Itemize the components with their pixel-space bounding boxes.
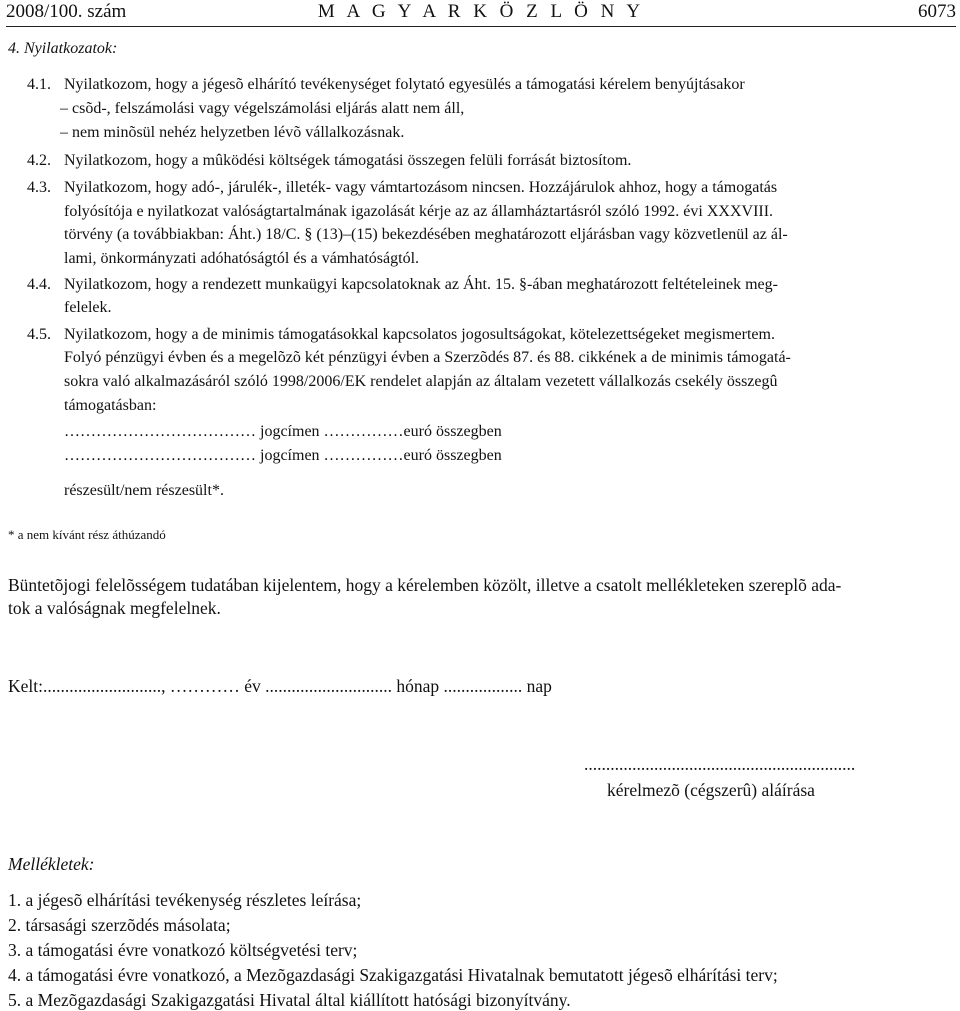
result-text: részesült/nem részesült*. (64, 482, 224, 499)
footnote: * a nem kívánt rész áthúzandó (8, 527, 166, 542)
list-item: 1. a jégesõ elhárítási tevékenység részletes leírása; (8, 890, 362, 910)
list-item: – csõd-, felszámolási vagy végelszámolási eljárás alatt nem áll, (60, 100, 465, 117)
item-number: 4.2. (27, 152, 51, 169)
item-text: Nyilatkozom, hogy a jégesõ elhárító tevékenységet folytató egyesülés a támogatási kérelem benyújtásakor (64, 76, 745, 93)
item-text: Folyó pénzügyi évben és a megelõzõ két pénzügyi évben a Szerzõdés 87. és 88. cikkének a de minimis támogatá- (64, 349, 791, 366)
item-text: sokra való alkalmazásáról szóló 1998/2006/EK rendelet alapján az általam vezetett vállalkozás csekély összegû (64, 373, 778, 390)
signature-line[interactable]: .............................................................. (584, 754, 856, 774)
list-item: – nem minõsül nehéz helyzetben lévõ vállalkozásnak. (60, 124, 405, 141)
attachments-title: Mellékletek: (8, 854, 95, 874)
page-number: 6073 (918, 1, 956, 22)
fill-in-line[interactable]: ……………………………… jogcímen ……………euró összegben (64, 423, 502, 440)
publication-title: M A G Y A R K Ö Z L Ö N Y (317, 1, 645, 22)
item-text: támogatásban: (64, 397, 157, 414)
item-text: folyósítója e nyilatkozat valóságtartalmának igazolását kérje az az államháztartásról szóló 1992. évi XXXVIII. (64, 203, 774, 220)
item-text: felelek. (64, 299, 112, 316)
item-number: 4.4. (27, 276, 51, 293)
item-number: 4.5. (27, 326, 51, 343)
page-header (6, 0, 956, 27)
signature-label: kérelmezõ (cégszerû) aláírása (607, 780, 815, 800)
item-number: 4.3. (27, 179, 51, 196)
item-text: Nyilatkozom, hogy a de minimis támogatásokkal kapcsolatos jogosultságokat, kötelezettségeket megismertem. (64, 326, 775, 343)
fill-in-line[interactable]: ……………………………… jogcímen ……………euró összegben (64, 447, 502, 464)
issue-number: 2008/100. szám (6, 1, 127, 22)
list-item: 2. társasági szerzõdés másolata; (8, 915, 231, 935)
item-text: Nyilatkozom, hogy a rendezett munkaügyi kapcsolatoknak az Áht. 15. §-ában meghatározott feltételeinek meg- (64, 276, 778, 293)
item-text: törvény (a továbbiakban: Áht.) 18/C. § (13)–(15) bekezdésében meghatározott eljárásban vagy közvetlenül az ál- (64, 226, 788, 243)
date-line[interactable]: Kelt:..........................., ………… év ............................. hónap .................. nap (8, 676, 552, 696)
item-text: lami, önkormányzati adóhatóságtól és a vámhatóságtól. (64, 250, 420, 267)
list-item: 5. a Mezõgazdasági Szakigazgatási Hivatal által kiállított hatósági bizonyítvány. (8, 990, 571, 1010)
section-title: 4. Nyilatkozatok: (8, 40, 118, 57)
item-text: Nyilatkozom, hogy a mûködési költségek támogatási összegen felüli forrását biztosítom. (64, 152, 632, 169)
declaration-text: Büntetõjogi felelõsségem tudatában kijelentem, hogy a kérelemben közölt, illetve a csatolt mellékleteken szereplõ ada- (8, 575, 842, 595)
list-item: 3. a támogatási évre vonatkozó költségvetési terv; (8, 940, 358, 960)
item-text: Nyilatkozom, hogy adó-, járulék-, illeték- vagy vámtartozásom nincsen. Hozzájárulok ahhoz, hogy a támogatás (64, 179, 778, 196)
list-item: 4. a támogatási évre vonatkozó, a Mezõgazdasági Szakigazgatási Hivatalnak bemutatott jégesõ elhárítási terv; (8, 965, 778, 985)
item-number: 4.1. (27, 76, 51, 93)
declaration-text: tok a valóságnak megfelelnek. (8, 598, 221, 618)
